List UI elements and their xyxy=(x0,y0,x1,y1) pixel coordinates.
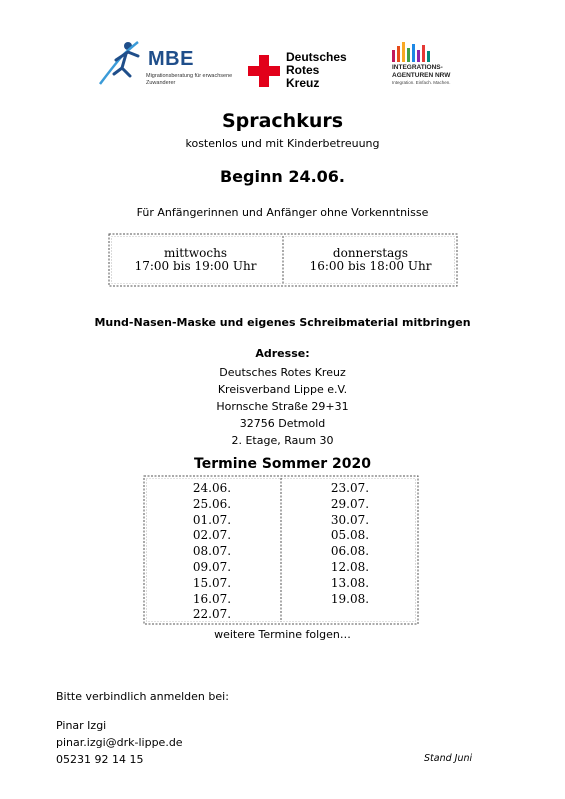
date-item: 23.07. xyxy=(330,481,370,495)
date-item: 25.06. xyxy=(192,496,232,511)
date-item: 12.08. xyxy=(330,559,370,574)
ia-subtitle: Integration. Einfach. Machen. xyxy=(392,80,451,85)
schedule-day: mittwochs xyxy=(164,246,227,260)
drk-line: Deutsches xyxy=(286,50,347,64)
date-item: 02.07. xyxy=(192,528,232,543)
date-item: 24.06. xyxy=(192,481,232,495)
contact-name: Pinar Izgi xyxy=(56,719,107,732)
drk-logo xyxy=(248,50,358,94)
address-line: Deutsches Rotes Kreuz xyxy=(219,366,346,379)
drk-line: Rotes xyxy=(286,63,320,77)
schedule-time: 16:00 bis 18:00 Uhr xyxy=(309,259,432,273)
dates-box xyxy=(143,475,419,625)
address-label: Adresse: xyxy=(255,347,310,360)
date-item: 13.08. xyxy=(330,575,370,590)
schedule-wednesday xyxy=(108,247,283,273)
mbe-subtitle: Migrationsberatung für erwachsene Zuwanderer xyxy=(146,73,233,86)
address-block xyxy=(0,364,565,449)
address-line: Hornsche Straße 29+31 xyxy=(216,400,349,413)
schedule-box xyxy=(108,233,458,287)
date-item: 22.07. xyxy=(192,607,232,622)
date-item: 29.07. xyxy=(330,496,370,511)
ia-name xyxy=(392,64,451,87)
ia-bars-icon xyxy=(392,42,442,64)
more-dates-note: weitere Termine folgen… xyxy=(214,628,351,641)
target-group: Für Anfängerinnen und Anfänger ohne Vorkenntnisse xyxy=(136,206,429,219)
date-item: 01.07. xyxy=(192,512,232,527)
dates-thursday xyxy=(281,481,419,607)
date-item: 19.08. xyxy=(330,591,370,606)
schedule-thursday xyxy=(283,247,458,273)
address-line: 32756 Detmold xyxy=(239,417,326,430)
date-item: 15.07. xyxy=(192,575,232,590)
start-date: Beginn 24.06. xyxy=(219,167,346,186)
schedule-time: 17:00 bis 19:00 Uhr xyxy=(134,259,257,273)
page-title: Sprachkurs xyxy=(221,110,344,132)
contact-email[interactable]: pinar.izgi@drk-lippe.de xyxy=(56,736,183,749)
date-item: 05.08. xyxy=(330,528,370,543)
date-item: 08.07. xyxy=(192,544,232,559)
mbe-logo xyxy=(98,38,233,88)
register-text: Bitte verbindlich anmelden bei: xyxy=(56,690,229,703)
page-subtitle: kostenlos und mit Kinderbetreuung xyxy=(185,137,380,150)
mbe-name: MBE xyxy=(148,48,194,70)
drk-name xyxy=(286,51,347,90)
dates-wednesday xyxy=(143,481,281,623)
address-line: 2. Etage, Raum 30 xyxy=(231,434,334,447)
stand-note: Stand Juni xyxy=(424,753,473,764)
date-item: 16.07. xyxy=(192,591,232,606)
mask-note: Mund-Nasen-Maske und eigenes Schreibmaterial mitbringen xyxy=(94,316,471,329)
schedule-day: donnerstags xyxy=(332,246,409,260)
integrationsagenturen-logo xyxy=(392,42,482,86)
ia-line: INTEGRATIONS- xyxy=(392,64,443,71)
contact-phone: 05231 92 14 15 xyxy=(56,753,144,766)
drk-line: Kreuz xyxy=(286,76,320,90)
mbe-figure-icon xyxy=(98,38,148,88)
date-item: 06.08. xyxy=(330,544,370,559)
date-item: 30.07. xyxy=(330,512,370,527)
red-cross-icon xyxy=(248,55,280,87)
dates-title: Termine Sommer 2020 xyxy=(194,456,371,472)
ia-line: AGENTUREN NRW xyxy=(392,71,451,79)
date-item: 09.07. xyxy=(192,559,232,574)
address-line: Kreisverband Lippe e.V. xyxy=(217,383,348,396)
